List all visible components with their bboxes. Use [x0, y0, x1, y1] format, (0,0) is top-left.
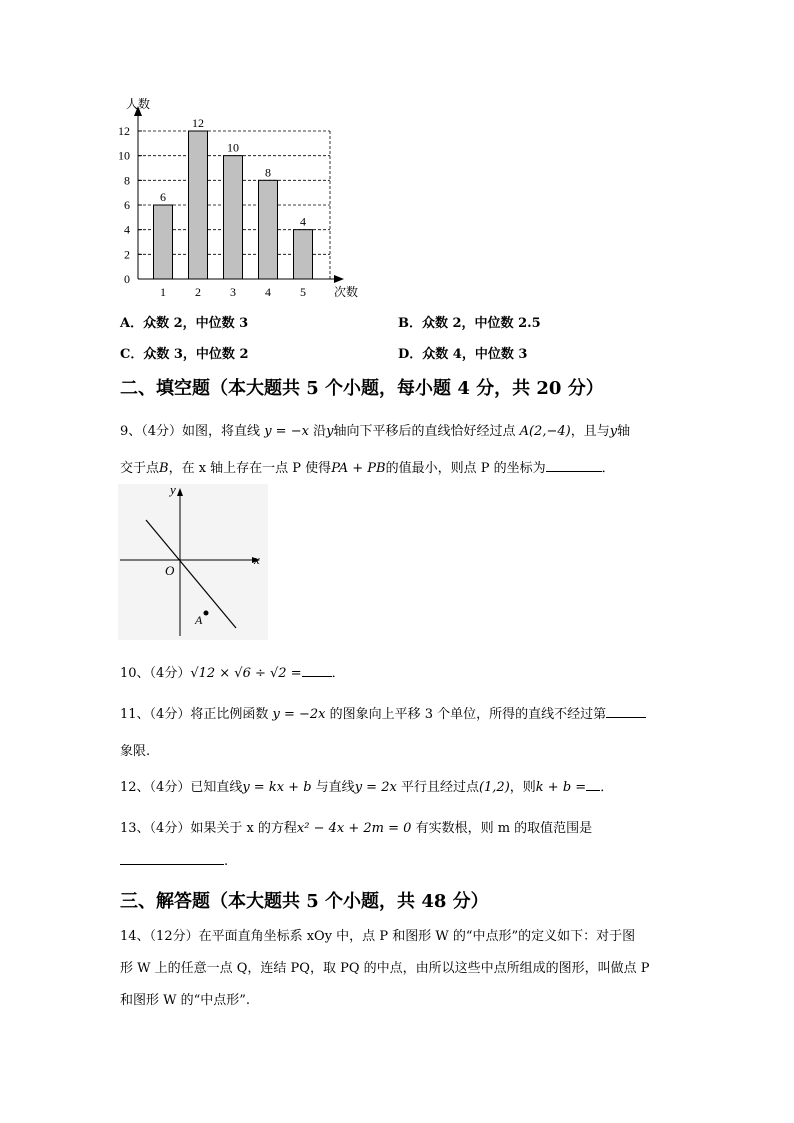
bar-1	[154, 205, 173, 279]
question-13: 13、（4分）如果关于 x 的方程x² − 4x + 2m = 0 有实数根，则 m 的取值范围是	[120, 821, 593, 836]
question-12: 12、（4分）已知直线y = kx + b 与直线y = 2x 平行且经过点(1,2)，则k + b = ．	[120, 780, 614, 795]
question-10: 10、（4分）√12 × √6 ÷ √2 = ．	[120, 666, 345, 681]
section-2-title: 二、填空题（本大题共 5 个小题，每小题 4 分，共 20 分）	[120, 378, 604, 399]
bar-2	[189, 131, 208, 279]
y-tick-label: 8	[124, 173, 130, 188]
x-axis-label: 次数	[334, 285, 359, 299]
x-tick-label: 5	[300, 285, 306, 299]
option-c: C．众数 3，中位数 2	[120, 347, 249, 362]
fig-origin-label: O	[165, 563, 175, 578]
x-tick-label: 1	[160, 285, 166, 299]
y-tick-label: 2	[124, 247, 130, 262]
answer-blank-12[interactable]	[586, 778, 600, 791]
question-14-line2: 形 W 上的任意一点 Q，连结 PQ，取 PQ 的中点，由所以这些中点所组成的图形，叫做点 P	[120, 961, 650, 976]
question-13-answer-line: .	[120, 852, 228, 869]
answer-blank-9[interactable]	[546, 459, 602, 472]
y-tick-label: 12	[118, 124, 130, 138]
question-11-line2: 象限.	[120, 744, 151, 759]
x-axis-arrow	[334, 275, 344, 283]
fig-point-a	[204, 611, 209, 616]
bar-value-label: 4	[300, 214, 306, 229]
y-tick-label: 4	[124, 222, 130, 237]
chart-xticks	[160, 285, 306, 299]
question-9-line2: 交于点B，在 x 轴上存在一点 P 使得PA + PB的值最小，则点 P 的坐标为 ．	[120, 461, 615, 476]
answer-blank-13[interactable]	[120, 852, 224, 865]
fig-x-label: x	[254, 552, 260, 567]
bar-chart	[108, 92, 378, 302]
x-tick-label: 4	[265, 285, 271, 299]
option-d: D．众数 4，中位数 3	[398, 347, 528, 362]
question-11-line1: 11、（4分）将正比例函数 y = −2x 的图象向上平移 3 个单位，所得的直线不经过第	[120, 703, 646, 722]
option-a: A．众数 2，中位数 3	[120, 316, 249, 331]
y-tick-label: 6	[124, 198, 130, 212]
section-3-title: 三、解答题（本大题共 5 个小题，共 48 分）	[120, 891, 489, 912]
fig-y-label: y	[170, 484, 176, 497]
bar-5	[294, 230, 313, 279]
y-axis-label: 人数	[126, 97, 151, 111]
bar-3	[224, 156, 243, 279]
bar-value-label: 10	[227, 140, 239, 155]
question-9-line1: 9、（4分）如图，将直线 y = −x 沿y轴向下平移后的直线恰好经过点 A(2,−4)，且与y轴	[120, 424, 631, 439]
y-tick-label: 10	[118, 148, 130, 163]
y-tick-label: 0	[124, 272, 130, 286]
bar-value-label: 6	[160, 190, 166, 204]
question-14-line1: 14、（12分）在平面直角坐标系 xOy 中，点 P 和图形 W 的“中点形”的定义如下：对于图	[120, 929, 636, 944]
answer-blank-11[interactable]	[606, 705, 646, 718]
coordinate-figure	[118, 484, 268, 640]
x-tick-label: 2	[195, 285, 201, 299]
option-b: B．众数 2，中位数 2.5	[398, 316, 541, 331]
bar-value-label: 12	[192, 116, 204, 130]
bar-value-label: 8	[265, 165, 271, 180]
question-14-line3: 和图形 W 的“中点形”.	[120, 993, 251, 1008]
x-tick-label: 3	[230, 285, 236, 299]
fig-a-label: A	[195, 613, 203, 627]
bar-4	[259, 180, 278, 279]
answer-blank-10[interactable]	[302, 664, 332, 677]
